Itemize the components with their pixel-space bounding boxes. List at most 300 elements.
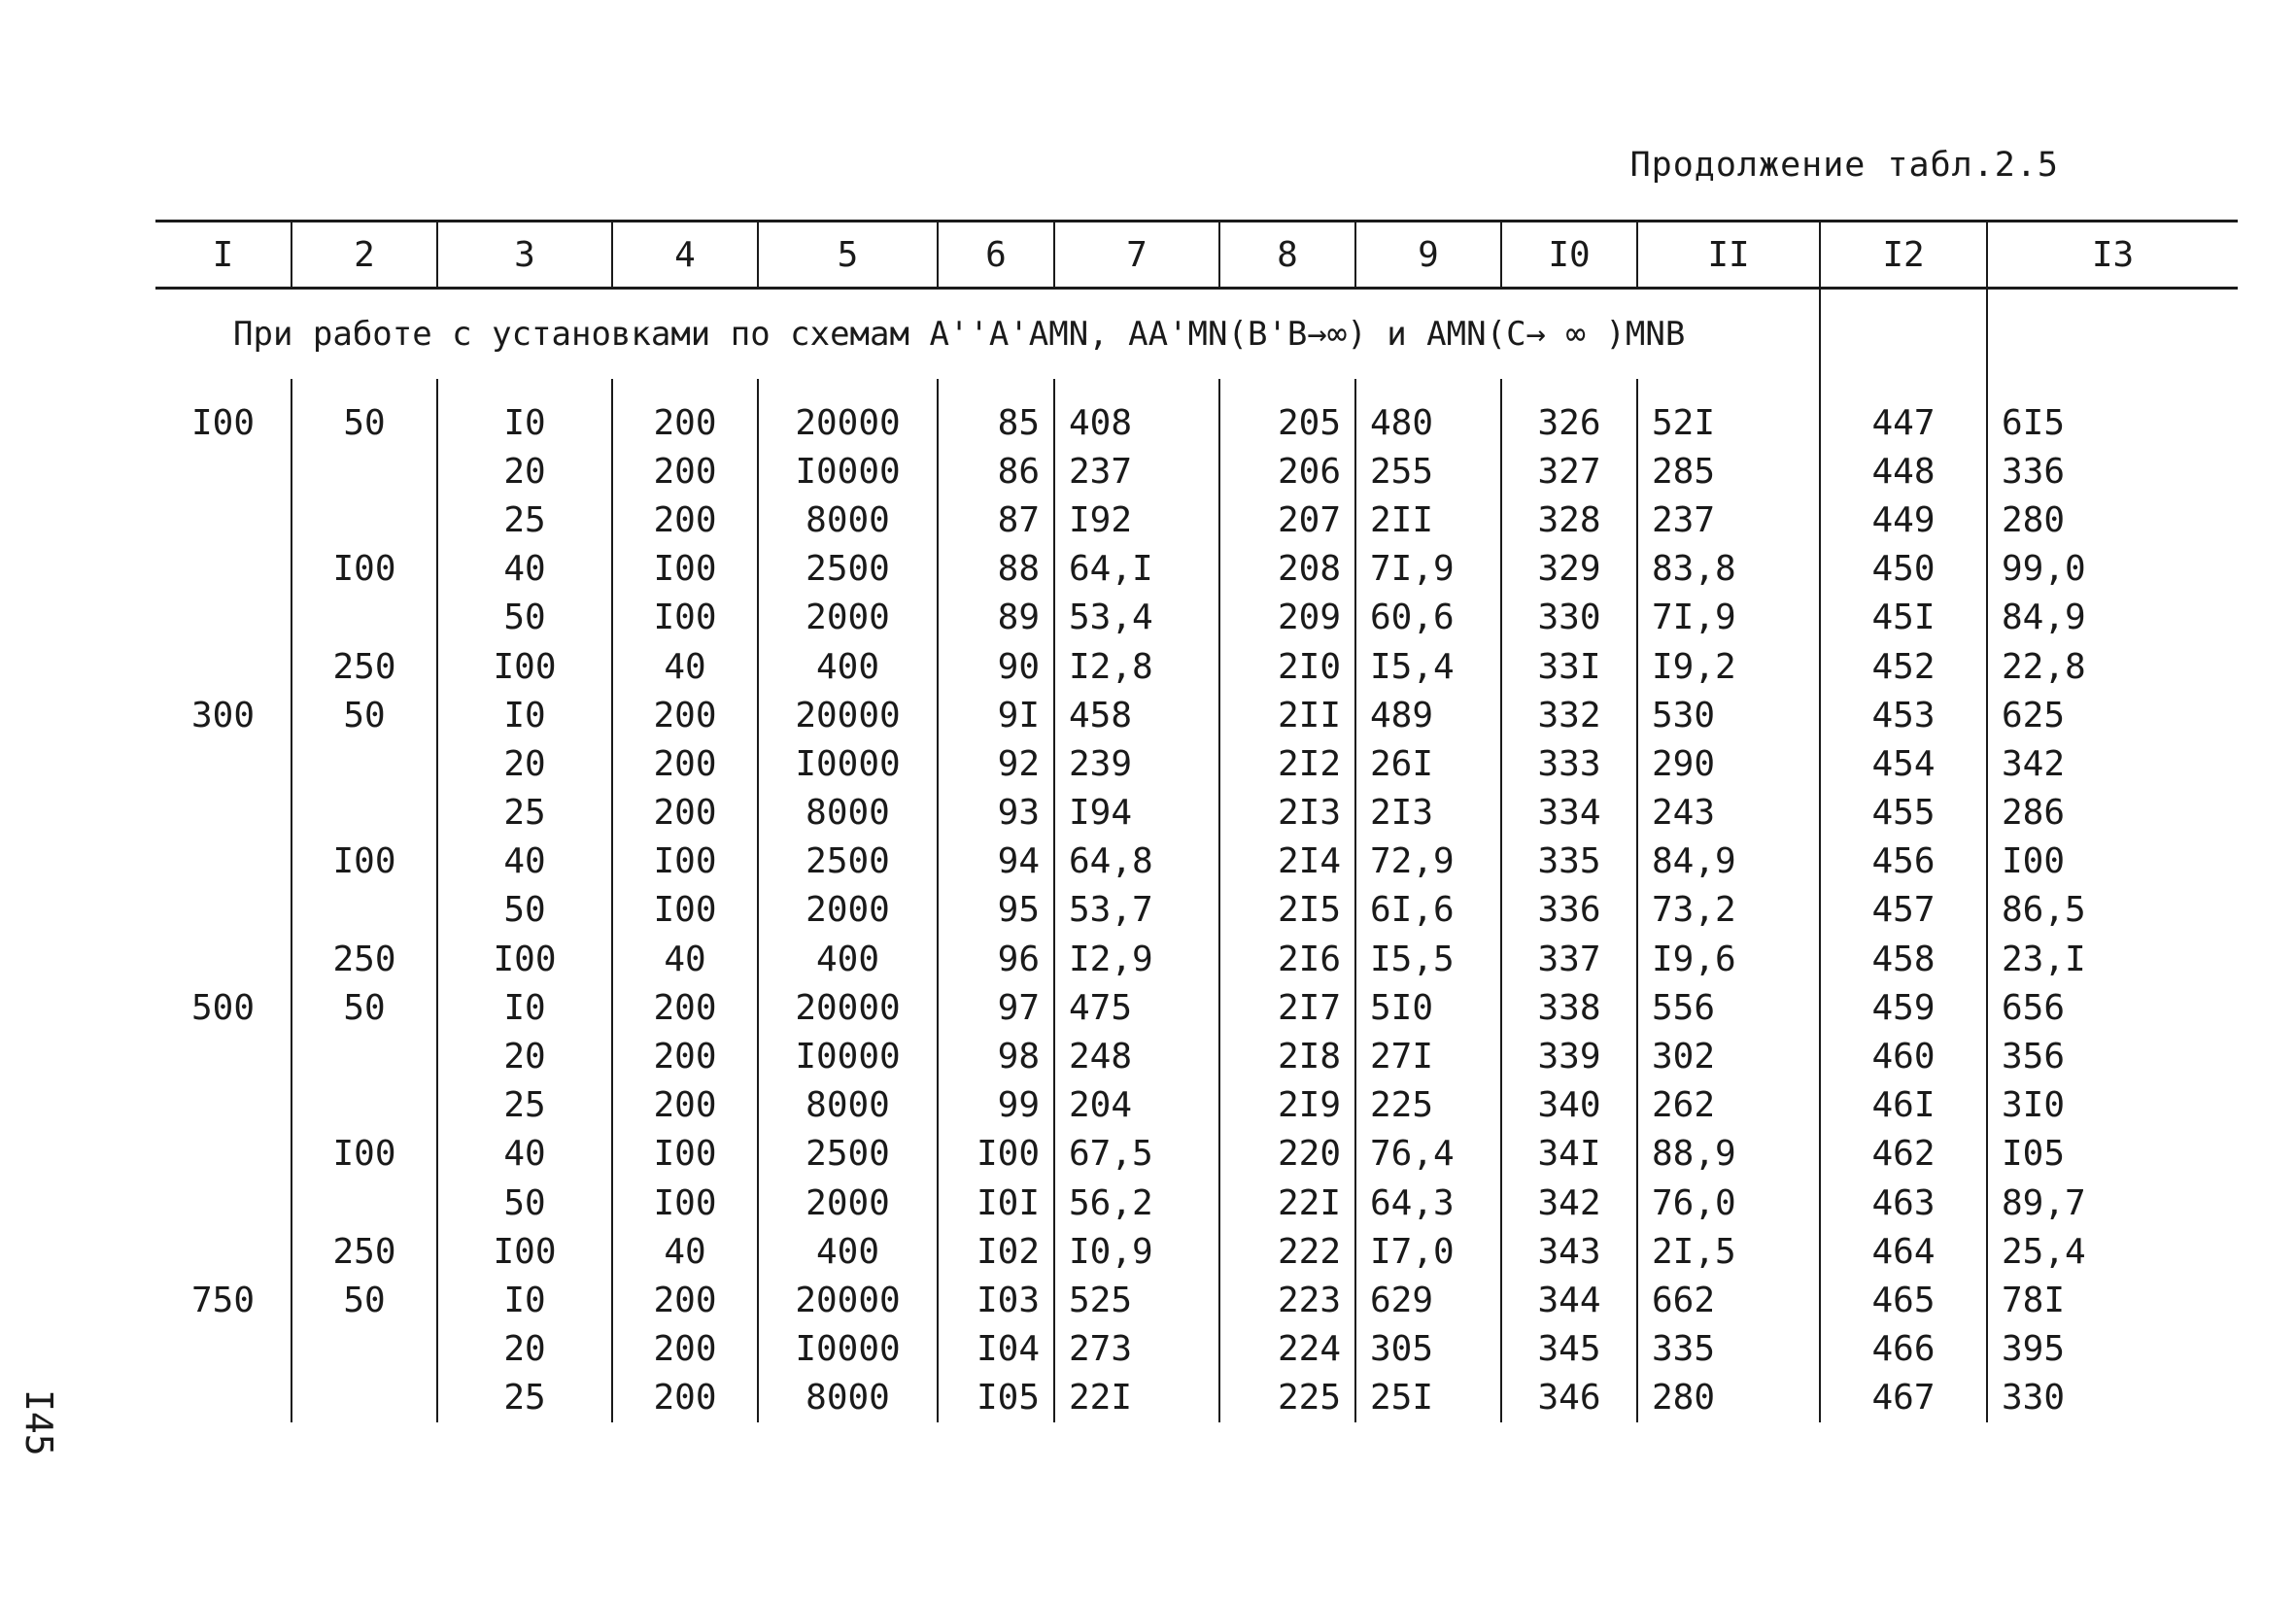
table-cell: 8000 <box>758 789 938 838</box>
table-cell <box>291 739 437 788</box>
table-cell: 89,7 <box>1987 1179 2238 1227</box>
table-cell: 92 <box>938 739 1054 788</box>
table-cell: I0 <box>437 1276 612 1324</box>
table-cell: 20000 <box>758 983 938 1032</box>
table-cell: 2500 <box>758 545 938 594</box>
table-cell <box>155 1032 291 1080</box>
table-cell: I5,5 <box>1355 935 1501 983</box>
column-header: 9 <box>1355 222 1501 289</box>
table-cell: 200 <box>612 789 758 838</box>
table-cell: I2,8 <box>1054 642 1219 691</box>
table-cell: 223 <box>1219 1276 1355 1324</box>
table-row <box>155 1374 2238 1422</box>
table-cell: 337 <box>1501 935 1637 983</box>
table-cell: I00 <box>612 886 758 935</box>
table-cell: I00 <box>437 1227 612 1276</box>
table-cell <box>155 545 291 594</box>
table-cell: 750 <box>190 1280 256 1320</box>
table-row <box>155 1325 2238 1374</box>
table-cell: 67,5 <box>1054 1130 1219 1179</box>
table-cell: 26I <box>1355 739 1501 788</box>
table-cell: 300 <box>190 695 256 735</box>
table-cell: I0I <box>938 1179 1054 1227</box>
table-cell: I00 <box>437 642 612 691</box>
table-cell: 200 <box>612 1081 758 1130</box>
table-cell <box>291 789 437 838</box>
table-cell: 453 <box>1820 691 1987 739</box>
table-cell: 305 <box>1355 1325 1501 1374</box>
table-cell: 87 <box>938 496 1054 544</box>
table-row <box>155 545 2238 594</box>
table-cell: 56,2 <box>1054 1179 1219 1227</box>
table-cell <box>155 496 291 544</box>
table-cell: 2II <box>1219 691 1355 739</box>
column-header: 6 <box>938 222 1054 289</box>
table-cell: I00 <box>612 1130 758 1179</box>
table-cell: 343 <box>1501 1227 1637 1276</box>
table-cell: I0000 <box>758 1032 938 1080</box>
table-cell: 338 <box>1501 983 1637 1032</box>
table-cell: 342 <box>1501 1179 1637 1227</box>
table-cell: I00 <box>291 545 437 594</box>
table-cell: 339 <box>1501 1032 1637 1080</box>
table-cell: 2I,5 <box>1637 1227 1820 1276</box>
table-cell: 336 <box>1501 886 1637 935</box>
table-cell: 95 <box>938 886 1054 935</box>
table-cell: I0 <box>437 983 612 1032</box>
table-cell: 206 <box>1219 447 1355 496</box>
table-cell: 50 <box>437 1179 612 1227</box>
table-row <box>155 1276 2238 1324</box>
table-cell <box>155 1130 291 1179</box>
table-cell: 40 <box>437 838 612 886</box>
table-cell: 25 <box>437 789 612 838</box>
table-cell: I0 <box>437 691 612 739</box>
table-row <box>155 1227 2238 1276</box>
table-cell: 329 <box>1501 545 1637 594</box>
table-cell: I00 <box>291 838 437 886</box>
table-cell: 3I0 <box>1987 1081 2238 1130</box>
column-header: 3 <box>437 222 612 289</box>
table-cell: 40 <box>612 935 758 983</box>
table-cell: I00 <box>190 402 256 443</box>
table-cell: 326 <box>1501 398 1637 447</box>
table-cell <box>155 642 291 691</box>
table-cell: I00 <box>1987 838 2238 886</box>
table-cell: 34I <box>1501 1130 1637 1179</box>
table-row <box>155 1179 2238 1227</box>
caption-side-cell <box>1987 289 2238 380</box>
table-cell: 400 <box>758 935 938 983</box>
table-cell: 450 <box>1820 545 1987 594</box>
table-cell: 248 <box>1054 1032 1219 1080</box>
table-cell: 25I <box>1355 1374 1501 1422</box>
column-header: II <box>1637 222 1820 289</box>
table-cell: I2,9 <box>1054 935 1219 983</box>
table-cell: 237 <box>1054 447 1219 496</box>
table-cell: 336 <box>1987 447 2238 496</box>
table-cell: 530 <box>1637 691 1820 739</box>
table-cell: 2000 <box>758 886 938 935</box>
table-cell: 76,4 <box>1355 1130 1501 1179</box>
table-cell: 25 <box>437 1374 612 1422</box>
table-cell: 207 <box>1219 496 1355 544</box>
table-cell: I9,6 <box>1637 935 1820 983</box>
table-cell: 250 <box>291 642 437 691</box>
table-cell: 330 <box>1501 594 1637 642</box>
table-cell: 225 <box>1355 1081 1501 1130</box>
table-cell: 40 <box>437 1130 612 1179</box>
table-cell: 50 <box>291 691 437 739</box>
table-cell: 94 <box>938 838 1054 886</box>
table-cell: 525 <box>1054 1276 1219 1324</box>
table-cell: 2000 <box>758 594 938 642</box>
section-caption-row <box>155 289 2238 380</box>
table-cell: 328 <box>1501 496 1637 544</box>
caption-side-cell <box>1820 289 1987 380</box>
table-cell: 52I <box>1637 398 1820 447</box>
table-cell: 99,0 <box>1987 545 2238 594</box>
table-cell: I0000 <box>758 739 938 788</box>
table-cell: 2I0 <box>1219 642 1355 691</box>
table-cell: 465 <box>1820 1276 1987 1324</box>
table-cell <box>155 594 291 642</box>
table-cell: 22I <box>1054 1374 1219 1422</box>
table-cell: 2I2 <box>1219 739 1355 788</box>
table-row <box>155 1032 2238 1080</box>
table-cell: 356 <box>1987 1032 2238 1080</box>
table-cell: 20000 <box>758 1276 938 1324</box>
table-cell: 290 <box>1637 739 1820 788</box>
table-cell <box>291 886 437 935</box>
table-cell: 237 <box>1637 496 1820 544</box>
table-cell: 458 <box>1054 691 1219 739</box>
table-cell: 464 <box>1820 1227 1987 1276</box>
table-cell: 463 <box>1820 1179 1987 1227</box>
table-cell: I00 <box>612 838 758 886</box>
table-cell: 64,3 <box>1355 1179 1501 1227</box>
table-cell: 53,7 <box>1054 886 1219 935</box>
table-cell: 2I9 <box>1219 1081 1355 1130</box>
table-cell: 60,6 <box>1355 594 1501 642</box>
table-cell: 72,9 <box>1355 838 1501 886</box>
table-cell: 200 <box>612 1276 758 1324</box>
table-cell: 457 <box>1820 886 1987 935</box>
table-cell: 89 <box>938 594 1054 642</box>
table-cell: 25 <box>437 1081 612 1130</box>
data-table <box>155 220 2238 1422</box>
table-cell: I02 <box>938 1227 1054 1276</box>
table-cell: 50 <box>437 594 612 642</box>
table-cell: 200 <box>612 447 758 496</box>
table-cell: 45I <box>1820 594 1987 642</box>
table-cell: 83,8 <box>1637 545 1820 594</box>
table-cell: 23,I <box>1987 935 2238 983</box>
table-cell: 50 <box>437 886 612 935</box>
table-cell: 243 <box>1637 789 1820 838</box>
table-cell: 286 <box>1987 789 2238 838</box>
table-cell: I03 <box>938 1276 1054 1324</box>
table-cell: 5I0 <box>1355 983 1501 1032</box>
table-cell: 222 <box>1219 1227 1355 1276</box>
spacer-row <box>155 379 2238 398</box>
table-cell: 6I,6 <box>1355 886 1501 935</box>
table-cell: 656 <box>1987 983 2238 1032</box>
table-cell <box>291 447 437 496</box>
table-cell: 250 <box>291 935 437 983</box>
table-cell: 40 <box>612 642 758 691</box>
table-cell: 22,8 <box>1987 642 2238 691</box>
table-cell: 330 <box>1987 1374 2238 1422</box>
table-cell: 255 <box>1355 447 1501 496</box>
table-cell: 280 <box>1987 496 2238 544</box>
table-cell: 64,8 <box>1054 838 1219 886</box>
table-cell: 40 <box>612 1227 758 1276</box>
table-cell: 408 <box>1054 398 1219 447</box>
table-cell: 333 <box>1501 739 1637 788</box>
table-cell: 346 <box>1501 1374 1637 1422</box>
table-cell: 456 <box>1820 838 1987 886</box>
table-cell: 459 <box>1820 983 1987 1032</box>
table-cell: 224 <box>1219 1325 1355 1374</box>
table-cell: 480 <box>1355 398 1501 447</box>
table-cell: 7I,9 <box>1355 545 1501 594</box>
table-row <box>155 789 2238 838</box>
table-cell: 448 <box>1820 447 1987 496</box>
table-row <box>155 983 2238 1032</box>
column-header: I <box>155 222 291 289</box>
table-cell: 2I3 <box>1355 789 1501 838</box>
table-cell: 629 <box>1355 1276 1501 1324</box>
table-cell <box>155 1179 291 1227</box>
table-cell: I0,9 <box>1054 1227 1219 1276</box>
table-row <box>155 739 2238 788</box>
table-cell: 2500 <box>758 838 938 886</box>
table-cell: 200 <box>612 983 758 1032</box>
page-number: I45 <box>17 1389 60 1456</box>
table-continuation-label: Продолжение табл.2.5 <box>1629 146 2059 185</box>
table-cell: 20 <box>437 739 612 788</box>
table-cell: 340 <box>1501 1081 1637 1130</box>
table-cell: 25,4 <box>1987 1227 2238 1276</box>
column-header: 8 <box>1219 222 1355 289</box>
table-cell <box>291 496 437 544</box>
table-cell: 2I6 <box>1219 935 1355 983</box>
table-cell: 220 <box>1219 1130 1355 1179</box>
table-cell: 662 <box>1637 1276 1820 1324</box>
table-cell: 462 <box>1820 1130 1987 1179</box>
table-cell: 46I <box>1820 1081 1987 1130</box>
table-cell: 97 <box>938 983 1054 1032</box>
table-cell: I00 <box>437 935 612 983</box>
table-cell: 20000 <box>758 398 938 447</box>
table-cell: 500 <box>190 987 256 1028</box>
table-row <box>155 691 2238 739</box>
table-cell: 262 <box>1637 1081 1820 1130</box>
table-cell: 99 <box>938 1081 1054 1130</box>
table-cell: 460 <box>1820 1032 1987 1080</box>
table-cell: 2500 <box>758 1130 938 1179</box>
table-cell: 90 <box>938 642 1054 691</box>
table-cell <box>155 1325 291 1374</box>
table-cell: I05 <box>938 1374 1054 1422</box>
table-cell: I5,4 <box>1355 642 1501 691</box>
section-caption: При работе с установками по схемам A''A'AMN, AA'MN(B'B→∞) и AMN(C→ ∞ )MNB <box>233 315 1686 354</box>
table-cell <box>291 1374 437 1422</box>
table-cell: 27I <box>1355 1032 1501 1080</box>
table-cell: 2I5 <box>1219 886 1355 935</box>
table-cell: 78I <box>1987 1276 2238 1324</box>
table-row <box>155 398 2238 447</box>
table-cell: 345 <box>1501 1325 1637 1374</box>
table-cell: 64,I <box>1054 545 1219 594</box>
table-cell <box>291 1081 437 1130</box>
table-cell: 302 <box>1637 1032 1820 1080</box>
table-cell <box>155 838 291 886</box>
table-row <box>155 935 2238 983</box>
table-cell: 8000 <box>758 1081 938 1130</box>
table-cell: 556 <box>1637 983 1820 1032</box>
table-row <box>155 838 2238 886</box>
column-header: I2 <box>1820 222 1987 289</box>
table-cell: I00 <box>612 1179 758 1227</box>
table-cell <box>155 935 291 983</box>
table-cell: 400 <box>758 642 938 691</box>
table-cell: 200 <box>612 1374 758 1422</box>
table-cell: I94 <box>1054 789 1219 838</box>
table-cell: 2I4 <box>1219 838 1355 886</box>
column-header: I0 <box>1501 222 1637 289</box>
table-cell: 40 <box>437 545 612 594</box>
table-cell: 204 <box>1054 1081 1219 1130</box>
table-cell: I0000 <box>758 447 938 496</box>
table-cell: 20000 <box>758 691 938 739</box>
table-row <box>155 642 2238 691</box>
table-cell: 400 <box>758 1227 938 1276</box>
table-cell <box>155 1374 291 1422</box>
column-header: I3 <box>1987 222 2238 289</box>
table-cell: 20 <box>437 1325 612 1374</box>
column-header: 7 <box>1054 222 1219 289</box>
table-row <box>155 1081 2238 1130</box>
table-cell: 335 <box>1637 1325 1820 1374</box>
table-cell: 447 <box>1820 398 1987 447</box>
table-cell <box>291 1179 437 1227</box>
table-cell: 86 <box>938 447 1054 496</box>
table-cell: 53,4 <box>1054 594 1219 642</box>
table-cell: 93 <box>938 789 1054 838</box>
table-row <box>155 886 2238 935</box>
table-cell: I92 <box>1054 496 1219 544</box>
table-cell: 8000 <box>758 496 938 544</box>
table-cell: I00 <box>612 594 758 642</box>
table-row <box>155 496 2238 544</box>
table-cell: I05 <box>1987 1130 2238 1179</box>
table-cell: 33I <box>1501 642 1637 691</box>
table-cell: 9I <box>938 691 1054 739</box>
table-cell <box>155 1081 291 1130</box>
table-cell: 25 <box>437 496 612 544</box>
table-cell: 200 <box>612 496 758 544</box>
table-cell: 489 <box>1355 691 1501 739</box>
table-cell: 7I,9 <box>1637 594 1820 642</box>
table-cell: 88 <box>938 545 1054 594</box>
table-cell: 200 <box>612 691 758 739</box>
table-cell: 6I5 <box>1987 398 2238 447</box>
table-cell <box>155 886 291 935</box>
table-cell: 466 <box>1820 1325 1987 1374</box>
table-cell <box>155 789 291 838</box>
column-header: 2 <box>291 222 437 289</box>
table-cell: 73,2 <box>1637 886 1820 935</box>
table-cell: I9,2 <box>1637 642 1820 691</box>
table-cell: 467 <box>1820 1374 1987 1422</box>
table-cell: 395 <box>1987 1325 2238 1374</box>
table-cell: 76,0 <box>1637 1179 1820 1227</box>
table-cell: 239 <box>1054 739 1219 788</box>
table-cell: 200 <box>612 1032 758 1080</box>
table-cell: 625 <box>1987 691 2238 739</box>
table-row <box>155 594 2238 642</box>
table-cell: 208 <box>1219 545 1355 594</box>
table-cell: 20 <box>437 1032 612 1080</box>
table-cell: I00 <box>291 1130 437 1179</box>
header-row <box>155 222 2238 289</box>
table-cell: 2I3 <box>1219 789 1355 838</box>
table-row <box>155 447 2238 496</box>
table-cell: 334 <box>1501 789 1637 838</box>
table-cell: 88,9 <box>1637 1130 1820 1179</box>
table-cell: 96 <box>938 935 1054 983</box>
table-cell: 84,9 <box>1637 838 1820 886</box>
table-cell: 250 <box>291 1227 437 1276</box>
table-cell: I00 <box>938 1130 1054 1179</box>
table-cell: 85 <box>938 398 1054 447</box>
table-cell <box>291 594 437 642</box>
table-cell: 200 <box>612 1325 758 1374</box>
table-cell: 20 <box>437 447 612 496</box>
table-cell <box>155 447 291 496</box>
table-cell: 22I <box>1219 1179 1355 1227</box>
table-cell: 205 <box>1219 398 1355 447</box>
table-cell: 200 <box>612 398 758 447</box>
table-cell: 452 <box>1820 642 1987 691</box>
table-cell: 200 <box>612 739 758 788</box>
table-cell: 273 <box>1054 1325 1219 1374</box>
table-cell: 209 <box>1219 594 1355 642</box>
table-cell <box>155 739 291 788</box>
table-cell: 335 <box>1501 838 1637 886</box>
table-cell: 475 <box>1054 983 1219 1032</box>
table-cell <box>291 1032 437 1080</box>
table-cell <box>291 1325 437 1374</box>
table-cell: 285 <box>1637 447 1820 496</box>
table-cell: 280 <box>1637 1374 1820 1422</box>
table-cell: I7,0 <box>1355 1227 1501 1276</box>
table-cell: 98 <box>938 1032 1054 1080</box>
table-cell: I04 <box>938 1325 1054 1374</box>
table-cell: I0 <box>437 398 612 447</box>
table-cell: 2II <box>1355 496 1501 544</box>
table-cell: 50 <box>291 398 437 447</box>
table-cell: 86,5 <box>1987 886 2238 935</box>
table-row <box>155 1130 2238 1179</box>
table-cell: 50 <box>291 983 437 1032</box>
column-header: 4 <box>612 222 758 289</box>
table-cell: I00 <box>612 545 758 594</box>
column-header: 5 <box>758 222 938 289</box>
table-cell: 454 <box>1820 739 1987 788</box>
